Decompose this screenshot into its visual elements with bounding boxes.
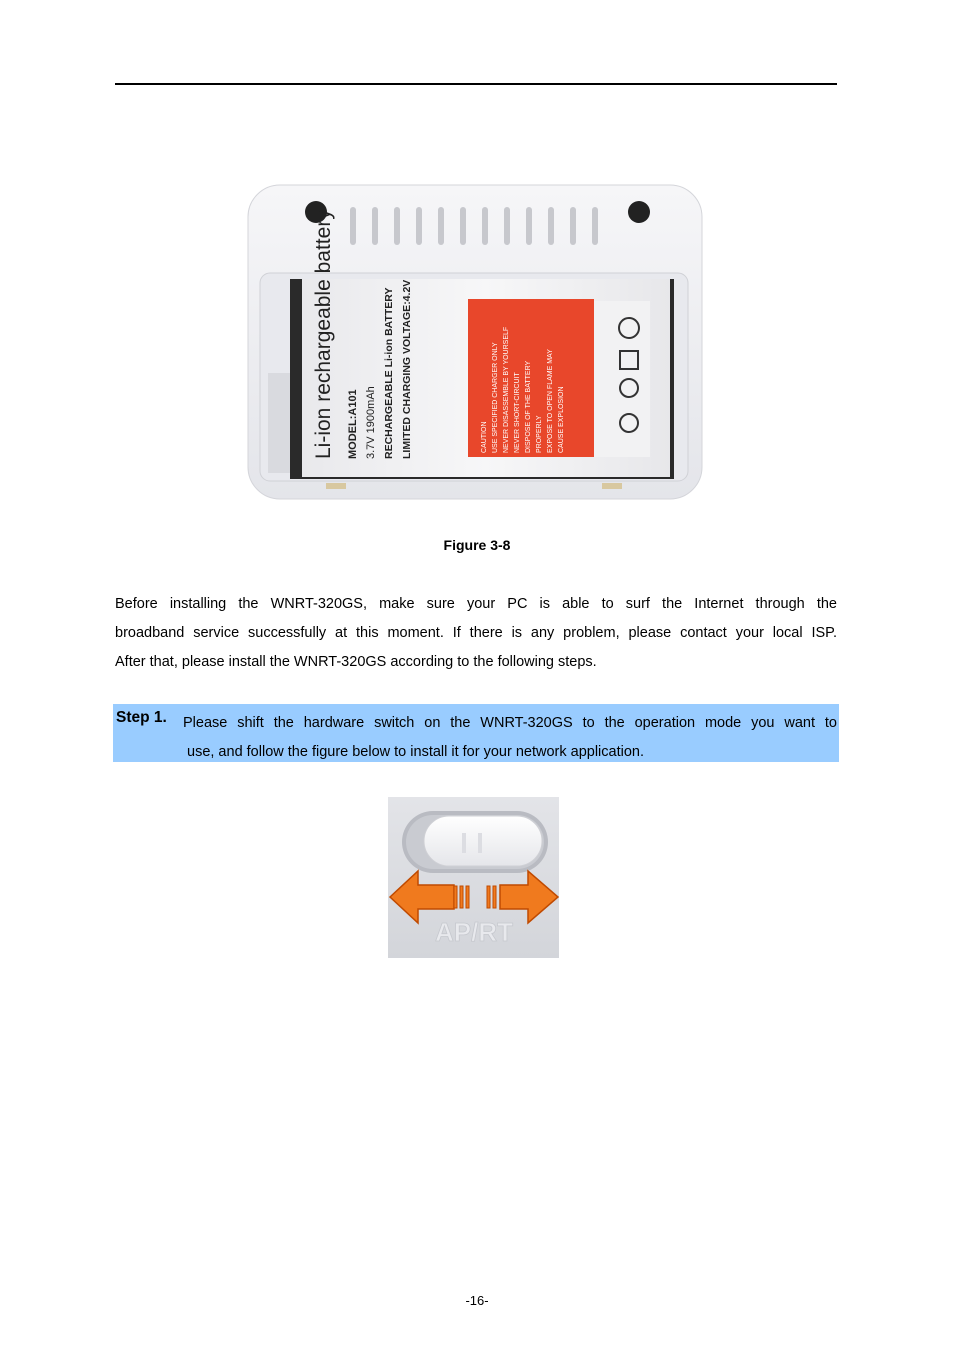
caution-title: CAUTION <box>481 421 488 453</box>
intro-paragraph <box>115 590 837 677</box>
caution-line: NEVER DISASSEMBLE BY YOURSELF <box>503 326 510 453</box>
step-text <box>183 709 837 767</box>
caution-line: CAUSE EXPLOSION <box>558 386 565 453</box>
intro-line: broadband service successfully at this moment. If there is any problem, please contact your local ISP. <box>115 625 837 641</box>
step-1-box <box>113 704 839 762</box>
battery-title: Li-ion rechargeable battery <box>312 209 335 459</box>
hardware-switch-figure <box>388 797 559 958</box>
battery-type: RECHARGEABLE Li-ion BATTERY <box>383 287 395 459</box>
battery-figure <box>246 183 704 501</box>
step-label: Step 1. <box>116 709 167 726</box>
battery-model: MODEL:A101 <box>347 389 359 459</box>
intro-line: Before installing the WNRT-320GS, make sure your PC is able to surf the Internet through the <box>115 596 837 612</box>
step-line-2: use, and follow the figure below to install it for your network application. <box>187 744 644 760</box>
caution-line: PROPERLY <box>536 415 543 453</box>
caution-line: USE SPECIFIED CHARGER ONLY <box>492 342 499 453</box>
figure-caption: Figure 3-8 <box>443 537 511 553</box>
caution-line: NEVER SHORT-CIRCUIT <box>514 372 521 453</box>
switch-label: AP/RT <box>435 917 513 947</box>
step-line-1: Please shift the hardware switch on the WNRT-320GS to the operation mode you want to <box>183 715 837 731</box>
caution-line: DISPOSE OF THE BATTERY <box>525 360 532 453</box>
battery-voltage: LIMITED CHARGING VOLTAGE:4.2V <box>401 279 413 459</box>
intro-line: After that, please install the WNRT-320GS according to the following steps. <box>115 654 597 670</box>
header-rule <box>115 83 837 85</box>
page-number: -16- <box>465 1293 489 1308</box>
caution-line: EXPOSE TO OPEN FLAME MAY <box>547 349 554 453</box>
battery-spec: 3.7V 1900mAh <box>365 386 377 459</box>
